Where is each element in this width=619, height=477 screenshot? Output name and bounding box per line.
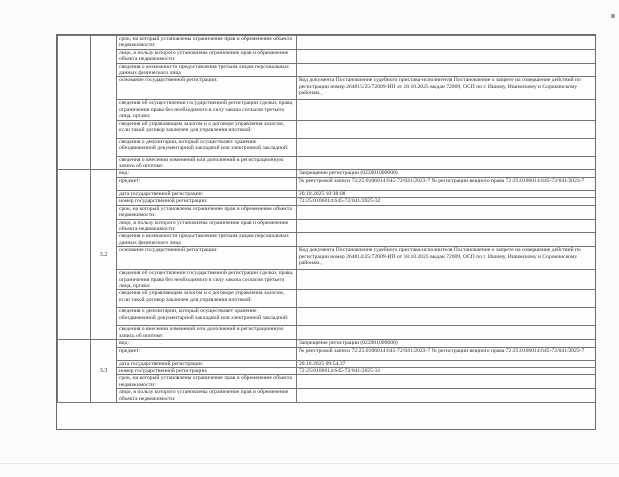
outer-margin-cell [58, 36, 91, 170]
table-row [58, 120, 596, 138]
outer-margin-cell [58, 170, 91, 340]
table-row [58, 36, 596, 50]
table-row [58, 247, 596, 270]
table-row [58, 205, 596, 219]
field-value [297, 205, 596, 219]
field-value [297, 389, 596, 403]
field-label: сведения о возможности предоставления третьим лицам персональных данных физического лица [117, 63, 297, 77]
field-value [297, 100, 596, 120]
field-label: дата государственной регистрации: [117, 360, 297, 367]
field-label: основание государственной регистрации: [117, 77, 297, 100]
field-label: сведения об осуществлении государственной регистрации сделки, права, ограничения права без необходимого в силу закона согласия третьего лица, органа: [117, 100, 297, 120]
field-value [297, 308, 596, 326]
document-sheet [56, 34, 596, 430]
table-row [58, 340, 596, 347]
field-label: срок, на который установлены ограничение прав и обременение объекта недвижимости: [117, 205, 297, 219]
field-label: номер государственной регистрации: [117, 198, 297, 205]
field-label: сведения об управляющем залогом и о договоре управления залогом, если такой договор заключен для управления ипотекой: [117, 290, 297, 308]
field-value: Код документа Постановление судебного пристава-исполнителя Постановление о запрете на совершение действий по регистрации номер 264815/25/72009-ИП от 18.10.2025 выдан 72009, ОСП по г. Ишиму, Ишимскому и Сорокинскому районам., [297, 77, 596, 100]
field-label: лицо, в пользу которого установлены ограничение прав и обременение объекта недвижимости: [117, 49, 297, 63]
table-row [58, 156, 596, 170]
table-row [58, 219, 596, 233]
field-value [297, 219, 596, 233]
table-row [58, 367, 596, 374]
table-row [58, 233, 596, 247]
field-value [297, 233, 596, 247]
section-number: 3.2 [91, 170, 117, 340]
table-row [58, 308, 596, 326]
field-label: номер государственной регистрации: [117, 367, 297, 374]
field-label: сведения о депозитарии, который осуществляет хранение обездвиженной документарной закладной или электронной закладной: [117, 308, 297, 326]
field-value [297, 36, 596, 50]
field-label: сведения об осуществлении государственной регистрации сделки, права, ограничения права без необходимого в силу закона согласия третьего лица, органа: [117, 270, 297, 290]
field-value [297, 63, 596, 77]
table-row [58, 177, 596, 190]
field-value: Запрещение регистрации (022001000000) [297, 170, 596, 177]
field-label: сведения о внесении изменений или дополнений в регистрационную запись об ипотеке: [117, 156, 297, 170]
table-row [58, 190, 596, 197]
table-row [58, 49, 596, 63]
table-row [58, 326, 596, 340]
table-row [58, 63, 596, 77]
field-value [297, 270, 596, 290]
field-label: сведения об управляющем залогом и о договоре управления залогом, если такой договор заключен для управления ипотекой: [117, 120, 297, 138]
table-row [58, 170, 596, 177]
field-label: сведения о депозитарии, который осуществляет хранение обездвиженной документарной закладной или электронной закладной: [117, 138, 297, 156]
field-value: 72:25:0106014:645-72/041/2025-32 [297, 198, 596, 205]
field-value: 20.10.2025 09:54:37 [297, 360, 596, 367]
table-row [58, 77, 596, 100]
table-row [58, 138, 596, 156]
page-edge [0, 463, 619, 464]
table-row [58, 270, 596, 290]
section-number [91, 36, 117, 170]
field-label: вид: [117, 340, 297, 347]
field-label: лицо, в пользу которого установлены ограничение прав и обременение объекта недвижимости: [117, 389, 297, 403]
table-row [58, 347, 596, 360]
field-label: предмет: [117, 177, 297, 190]
field-label: дата государственной регистрации: [117, 190, 297, 197]
field-label: основание государственной регистрации: [117, 247, 297, 270]
field-value [297, 290, 596, 308]
field-label: предмет: [117, 347, 297, 360]
table-row [58, 375, 596, 389]
field-label: сведения о внесении изменений или дополнений в регистрационную запись об ипотеке: [117, 326, 297, 340]
field-value [297, 120, 596, 138]
table-row [58, 290, 596, 308]
field-value [297, 375, 596, 389]
field-label: срок, на который установлены ограничение прав и обременение объекта недвижимости: [117, 36, 297, 50]
field-value [297, 326, 596, 340]
outer-margin-cell [58, 340, 91, 403]
table-row [58, 360, 596, 367]
field-value: № реестровой записи 72:25:0106014:645-72/041/2023-7 № регистрации вещного права 72:25:0106014:645-72/041/2023-7 [297, 347, 596, 360]
field-value: № реестровой записи 72:25:0106014:645-72/041/2023-7 № регистрации вещного права 72:25:0106014:645-72/041/2023-7 [297, 177, 596, 190]
field-value: Запрещение регистрации (022001000000) [297, 340, 596, 347]
scan-artifact [611, 14, 615, 18]
field-label: вид: [117, 170, 297, 177]
field-label: сведения о возможности предоставления третьим лицам персональных данных физического лица [117, 233, 297, 247]
field-label: лицо, в пользу которого установлены ограничение прав и обременение объекта недвижимости: [117, 219, 297, 233]
field-value [297, 138, 596, 156]
table-row [58, 389, 596, 403]
table-row [58, 100, 596, 120]
registry-table [57, 35, 596, 403]
field-label: срок, на который установлены ограничение прав и обременение объекта недвижимости: [117, 375, 297, 389]
table-row [58, 198, 596, 205]
field-value: 20.10.2025 10:38:08 [297, 190, 596, 197]
registry-table-body [58, 36, 596, 403]
field-value [297, 49, 596, 63]
section-number: 3.3 [91, 340, 117, 403]
field-value: Код документа Постановление судебного пристава-исполнителя Постановление о запрете на совершение действий по регистрации номер 264814/25/72009-ИП от 18.10.2025 выдан 72009, ОСП по г. Ишиму, Ишимскому и Сорокинскому районам., [297, 247, 596, 270]
field-value: 72:25:0106014:645-72/041/2025-31 [297, 367, 596, 374]
field-value [297, 156, 596, 170]
